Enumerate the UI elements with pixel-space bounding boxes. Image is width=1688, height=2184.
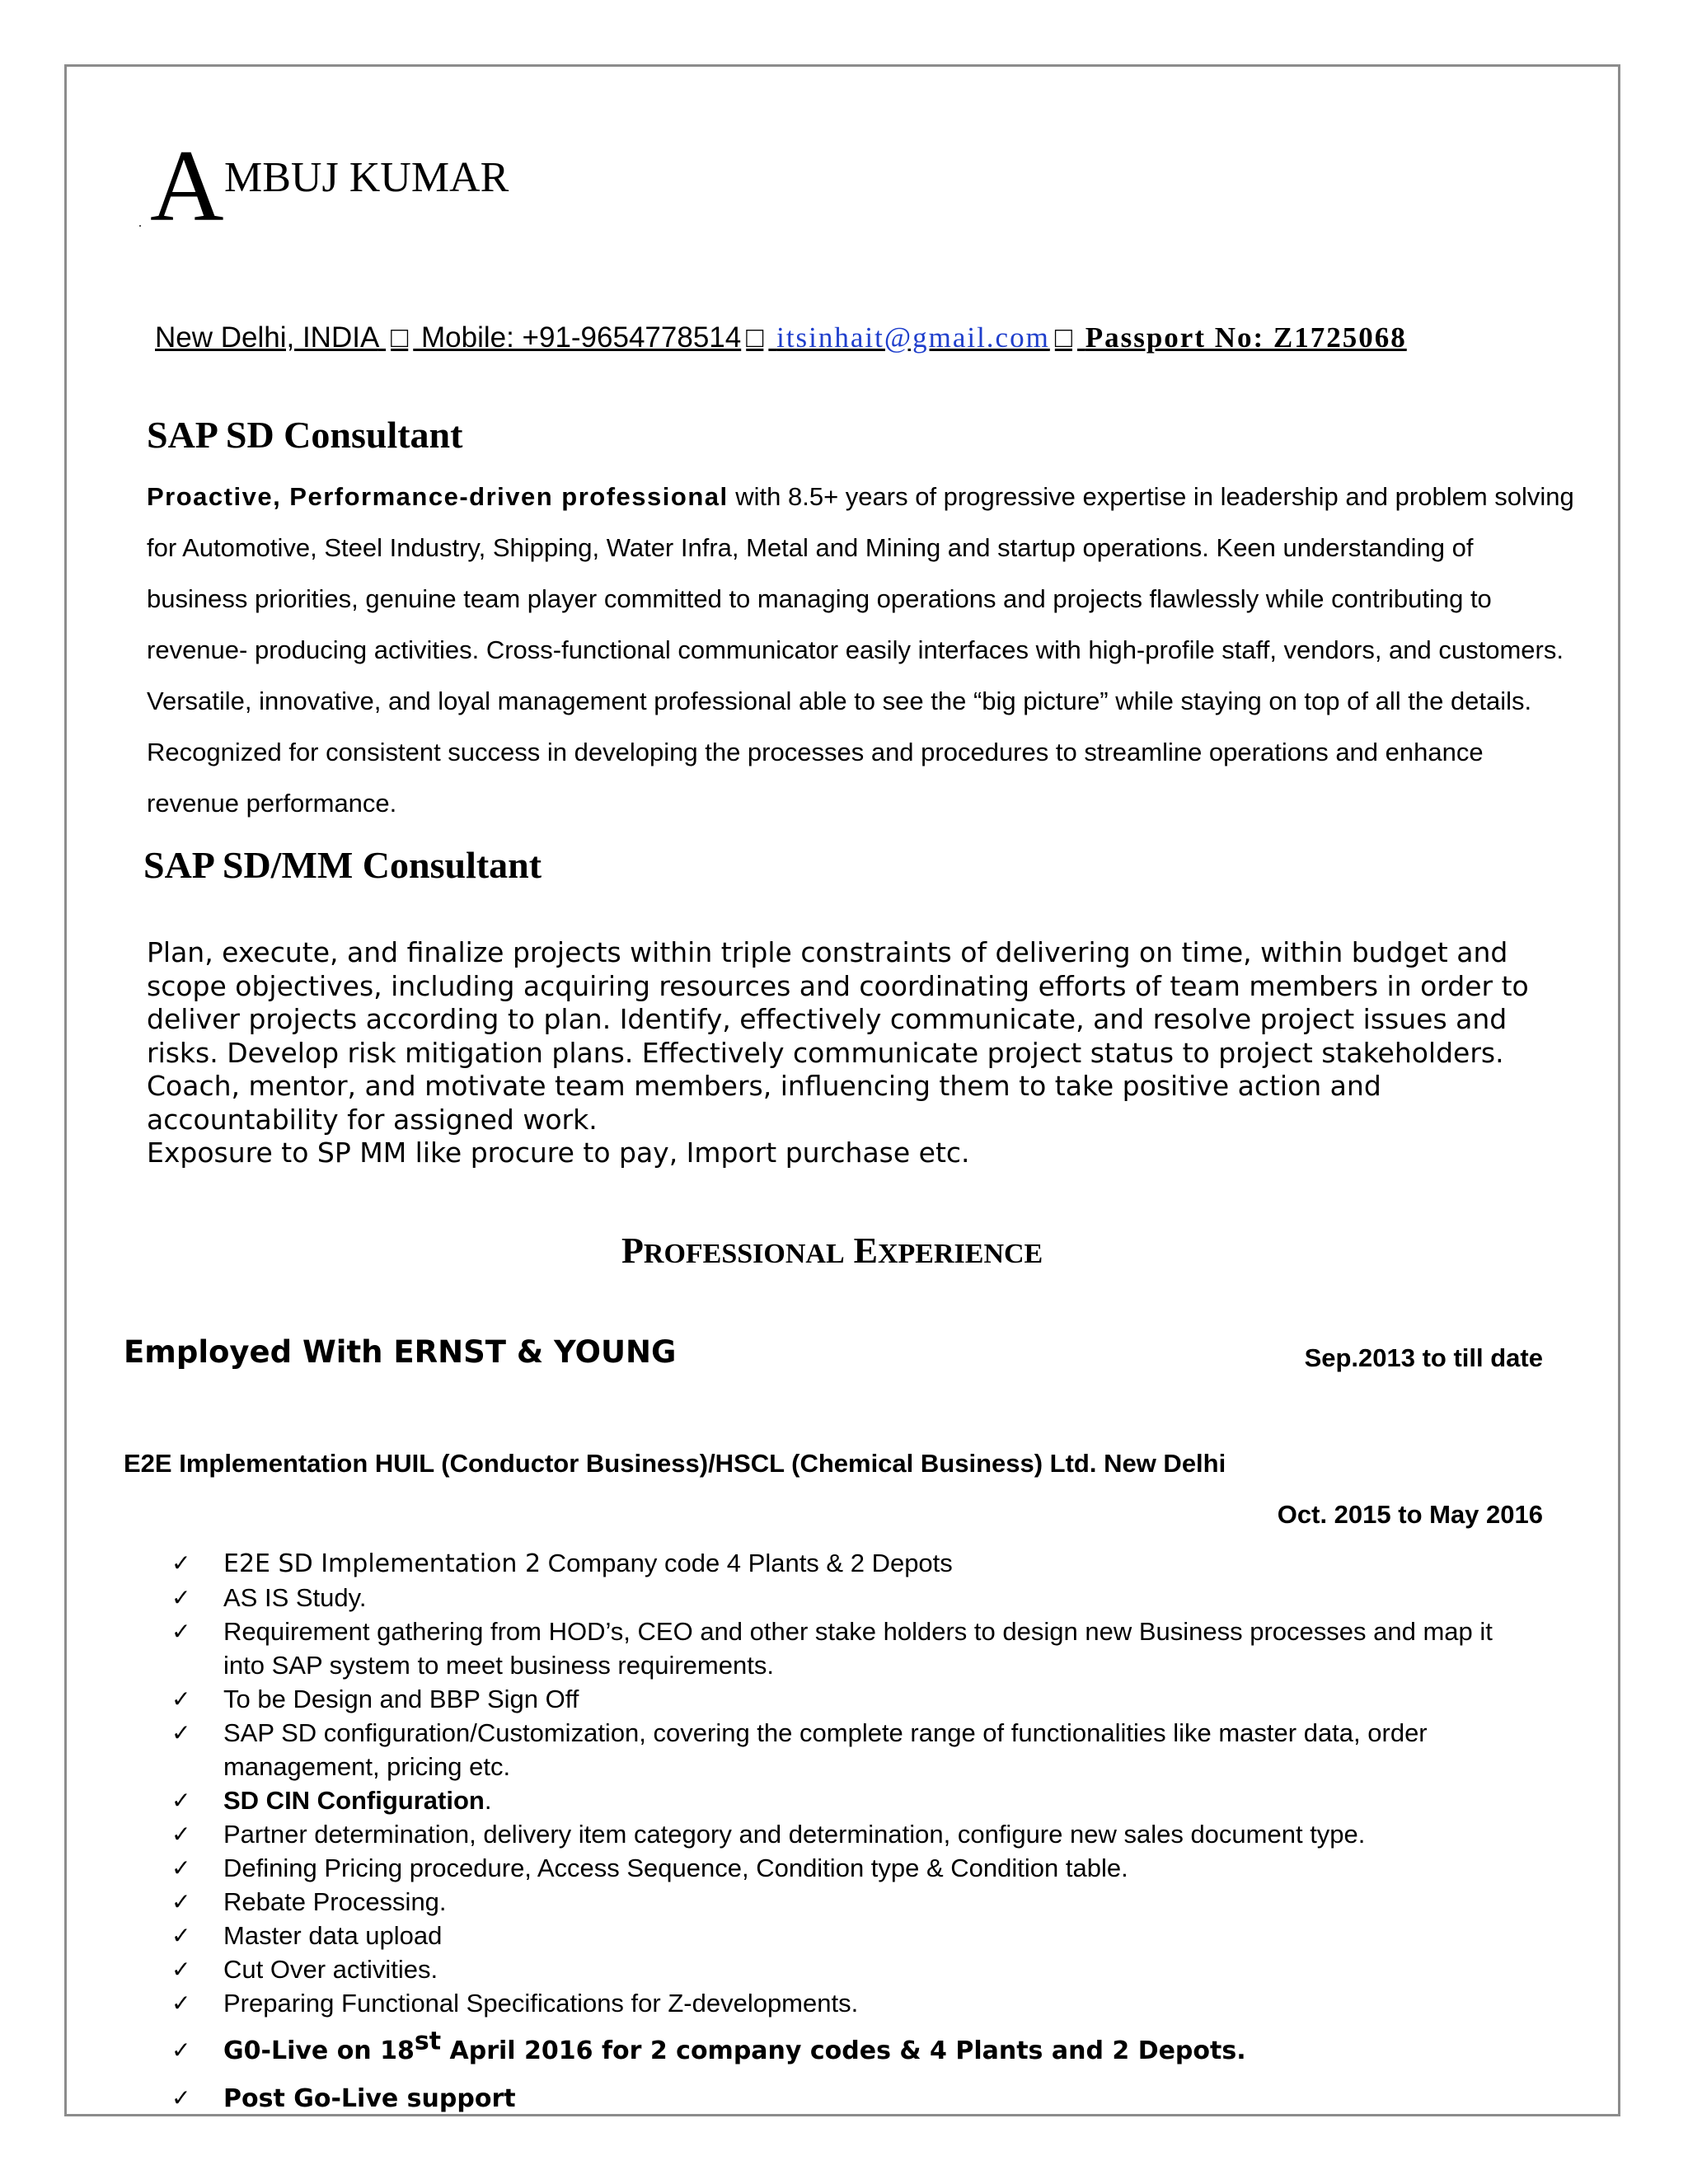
contact-separator: □: [1054, 321, 1072, 354]
list-item-text: SD CIN Configuration: [223, 1786, 485, 1815]
heading-smallcaps-1: ROFESSIONAL: [643, 1239, 845, 1269]
list-item-text: Company code 4 Plants & 2 Depots: [541, 1549, 953, 1577]
list-item-superscript: st: [414, 2027, 442, 2056]
list-item: [171, 2081, 1540, 2116]
sdmm-body: Plan, execute, and finalize projects within triple constraints of delivering on time, within budget and scope objectives, including acquiring resources and coordinating efforts of team members in order to deliver projects according to plan. Identify, effectively communicate, and resolve project issues and risks. Develop risk mitigation plans. Effectively communicate project status to project stakeholders. Coach, mentor, and motivate team members, influencing them to take positive action and accountability for assigned work.: [147, 936, 1529, 1136]
list-item: [171, 1919, 1540, 1952]
list-item-text: April 2016 for 2 company codes & 4 Plants and 2 Depots.: [441, 2036, 1246, 2065]
responsibility-list: [171, 1546, 1540, 2116]
list-item-text: Partner determination, delivery item category and determination, configure new sales document type.: [223, 1820, 1366, 1849]
checkmark-icon: ✓: [171, 2036, 191, 2064]
list-item: [171, 2027, 1540, 2068]
list-item-text: G0-Live on 18: [223, 2036, 415, 2065]
list-item: [171, 1885, 1540, 1919]
list-item: [171, 1783, 1540, 1817]
checkmark-icon: ✓: [171, 1787, 191, 1814]
contact-passport: Passport No: Z1725068: [1085, 321, 1407, 354]
contact-email-link[interactable]: itsinhait@gmail.com: [776, 321, 1050, 354]
heading-cap-e: E: [853, 1230, 878, 1271]
section-title-sd: SAP SD Consultant: [147, 414, 463, 456]
project-title: E2E Implementation HUIL (Conductor Business)/HSCL (Chemical Business) Ltd. New Delhi: [124, 1449, 1226, 1478]
contact-separator: □: [391, 321, 409, 354]
list-item-text: .: [484, 1786, 492, 1815]
list-item-text: AS IS Study.: [223, 1583, 367, 1612]
checkmark-icon: ✓: [171, 2084, 191, 2111]
name-dot: .: [138, 216, 142, 230]
name-initial: A: [150, 129, 224, 242]
list-item-text: To be Design and BBP Sign Off: [223, 1685, 579, 1713]
contact-separator: □: [746, 321, 764, 354]
checkmark-icon: ✓: [171, 1956, 191, 1983]
checkmark-icon: ✓: [171, 1990, 191, 2017]
project-dates: Oct. 2015 to May 2016: [1277, 1500, 1543, 1529]
checkmark-icon: ✓: [171, 1888, 191, 1915]
checkmark-icon: ✓: [171, 1821, 191, 1848]
list-item-text: Requirement gathering from HOD’s, CEO and other stake holders to design new Business processes and map it into SAP system to meet business requirements.: [223, 1617, 1493, 1680]
summary-lead: Proactive, Performance-driven professional: [147, 482, 729, 511]
list-item-text: Rebate Processing.: [223, 1887, 447, 1916]
summary-paragraph: [147, 471, 1581, 829]
heading-smallcaps-2: XPERIENCE: [877, 1239, 1043, 1269]
list-item-text: E2E SD Implementation 2: [223, 1549, 542, 1578]
checkmark-icon: ✓: [171, 1618, 191, 1645]
checkmark-icon: ✓: [171, 1719, 191, 1746]
heading-cap-p: P: [621, 1230, 644, 1271]
sdmm-paragraph: [147, 936, 1556, 1170]
checkmark-icon: ✓: [171, 1685, 191, 1713]
professional-experience-heading: [621, 1230, 1043, 1276]
employer-dates: Sep.2013 to till date: [1304, 1343, 1543, 1372]
checkmark-icon: ✓: [171, 1549, 191, 1577]
list-item: [171, 1817, 1540, 1851]
list-item: [171, 1581, 1540, 1615]
list-item-text: Preparing Functional Specifications for Z-developments.: [223, 1989, 859, 2018]
checkmark-icon: ✓: [171, 1922, 191, 1949]
name-rest: MBUJ KUMAR: [224, 154, 509, 201]
summary-body: with 8.5+ years of progressive expertise in leadership and problem solving for Automotive, Steel Industry, Shipping, Water Infra, Metal and Mining and startup operations. Keen understanding of business priorities, genuine team player committed to managing operations and projects flawlessly while contributing to revenue- producing activities. Cross-functional communicator easily interfaces with high-profile staff, vendors, and customers. Versatile, innovative, and loyal management professional able to see the “big picture” while staying on top of all the details. Recognized for consistent success in developing the processes and procedures to streamline operations and enhance revenue performance.: [147, 482, 1574, 818]
contact-mobile: Mobile: +91-9654778514: [420, 321, 742, 354]
contact-line: [155, 320, 1407, 356]
employer-name: Employed With ERNST & YOUNG: [124, 1334, 677, 1370]
list-item: [171, 1615, 1540, 1682]
contact-location: New Delhi, INDIA: [155, 321, 378, 354]
list-item-text: SAP SD configuration/Customization, covering the complete range of functionalities like master data, order management, pricing etc.: [223, 1718, 1428, 1781]
list-item: [171, 1952, 1540, 1986]
list-item-text: Master data upload: [223, 1921, 443, 1950]
list-item: [171, 1682, 1540, 1716]
list-item-text: Cut Over activities.: [223, 1955, 438, 1984]
checkmark-icon: ✓: [171, 1584, 191, 1611]
list-item: [171, 1546, 1540, 1581]
checkmark-icon: ✓: [171, 1854, 191, 1882]
list-item-text: Post Go-Live support: [223, 2084, 516, 2113]
list-item: [171, 1986, 1540, 2020]
section-title-sdmm: SAP SD/MM Consultant: [143, 844, 542, 886]
sdmm-exposure: Exposure to SP MM like procure to pay, Import purchase etc.: [147, 1137, 970, 1169]
list-item: [171, 1716, 1540, 1783]
list-item-text: Defining Pricing procedure, Access Sequence, Condition type & Condition table.: [223, 1854, 1128, 1882]
list-item: [171, 1851, 1540, 1885]
